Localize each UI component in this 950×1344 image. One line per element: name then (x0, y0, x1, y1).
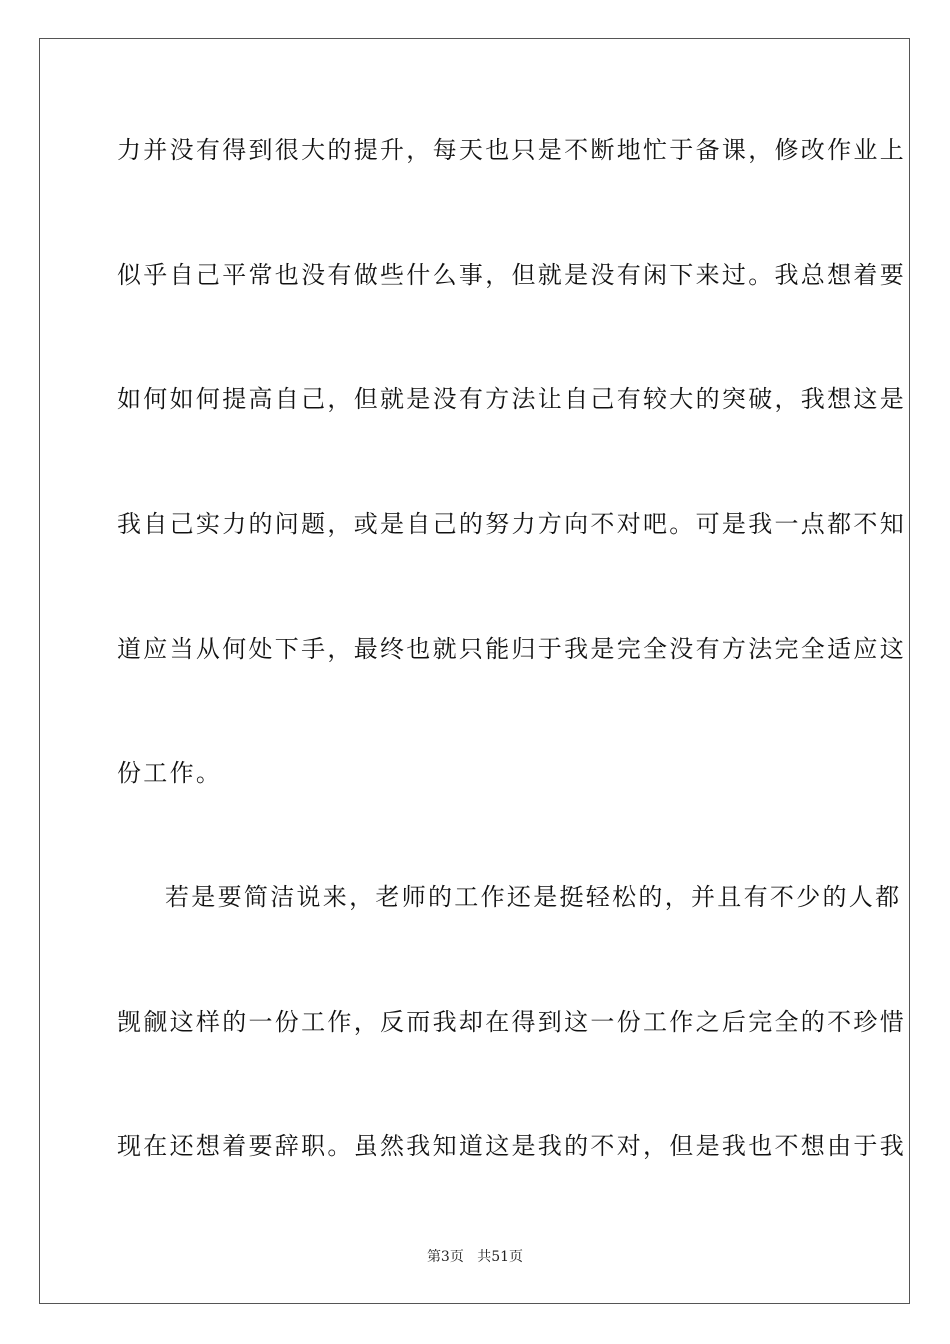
body-text-line: 觊觎这样的一份工作，反而我却在得到这一份工作之后完全的不珍惜 (117, 1008, 906, 1036)
body-text-line: 似乎自己平常也没有做些什么事，但就是没有闲下来过。我总想着要 (117, 261, 906, 289)
page-number: 第3页 (426, 1249, 464, 1265)
page-border (39, 38, 910, 1304)
body-text-line: 力并没有得到很大的提升，每天也只是不断地忙于备课，修改作业上 (117, 136, 906, 164)
page-footer (0, 1248, 950, 1266)
body-text-line: 现在还想着要辞职。虽然我知道这是我的不对，但是我也不想由于我 (117, 1132, 906, 1160)
page-total: 共51页 (477, 1249, 524, 1265)
body-text-line: 如何如何提高自己，但就是没有方法让自己有较大的突破，我想这是 (117, 385, 906, 413)
body-text-line: 我自己实力的问题，或是自己的努力方向不对吧。可是我一点都不知 (117, 510, 906, 538)
body-text-line: 道应当从何处下手，最终也就只能归于我是完全没有方法完全适应这 (117, 635, 906, 663)
body-text-line: 份工作。 (117, 759, 223, 787)
paragraph-first-line: 若是要简洁说来，老师的工作还是挺轻松的，并且有不少的人都 (165, 883, 902, 911)
